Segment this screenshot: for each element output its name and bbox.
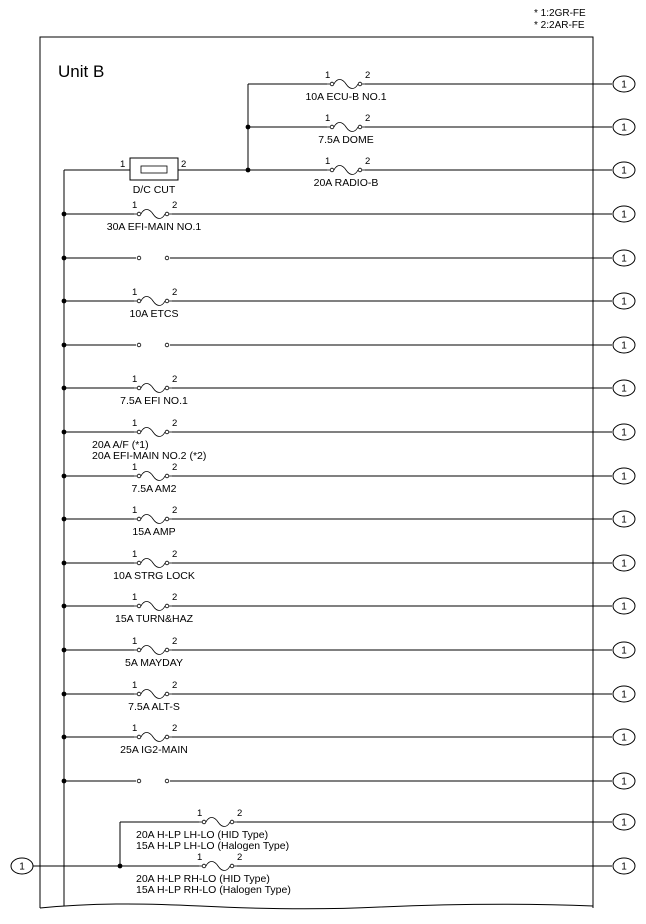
row-fuse-12-pin-2: 2 xyxy=(172,680,178,691)
row-terminal-10-label: 1 xyxy=(621,601,627,613)
row-junction-2 xyxy=(62,256,67,261)
row-junction-1 xyxy=(62,212,67,217)
top-fuse-3-contact-1 xyxy=(330,168,334,172)
unit-box-bottom-edge xyxy=(40,904,593,909)
row-fuse-6-pin-1: 1 xyxy=(132,418,138,429)
row-terminal-6-label: 1 xyxy=(621,427,627,439)
row-junction-8 xyxy=(62,517,67,522)
top-fuse-2-pin-2: 2 xyxy=(365,113,371,124)
row-fuse-8-pin-2: 2 xyxy=(172,505,178,516)
row-fuse-11-label: 5A MAYDAY xyxy=(125,657,183,669)
row-open-contact-a-2 xyxy=(137,256,141,260)
main-fuse-label: D/C CUT xyxy=(132,184,176,196)
row-open-contact-a-4 xyxy=(137,343,141,347)
row-junction-14 xyxy=(62,779,67,784)
row-junction-13 xyxy=(62,735,67,740)
row-fuse-7-label: 7.5A AM2 xyxy=(131,483,177,495)
bottom-terminal-1-label: 1 xyxy=(621,817,627,829)
row-fuse-9-pin-1: 1 xyxy=(132,549,138,560)
main-fuse-element xyxy=(141,166,167,173)
row-terminal-2-label: 1 xyxy=(621,253,627,265)
row-terminal-14-label: 1 xyxy=(621,776,627,788)
bottom-junction xyxy=(118,864,123,869)
bottom-fuse-2-pin-1: 1 xyxy=(197,852,203,863)
row-fuse-10-contact-1 xyxy=(137,604,141,608)
top-fuse-1-label: 10A ECU-B NO.1 xyxy=(305,91,387,103)
bottom-fuse-1-contact-1 xyxy=(202,820,206,824)
row-terminal-13-label: 1 xyxy=(621,732,627,744)
row-fuse-5-contact-2 xyxy=(165,386,169,390)
top-junction-2 xyxy=(246,125,251,130)
top-fuse-1-pin-1: 1 xyxy=(325,70,331,81)
bottom-fuse-1-pin-2: 2 xyxy=(237,808,243,819)
row-open-contact-b-14 xyxy=(165,779,169,783)
row-fuse-11-pin-2: 2 xyxy=(172,636,178,647)
top-fuse-1-contact-2 xyxy=(358,82,362,86)
row-terminal-5-label: 1 xyxy=(621,383,627,395)
row-fuse-8-label: 15A AMP xyxy=(132,526,176,538)
row-fuse-3-pin-1: 1 xyxy=(132,287,138,298)
row-terminal-12-label: 1 xyxy=(621,689,627,701)
top-fuse-3-pin-2: 2 xyxy=(365,156,371,167)
top-junction-3 xyxy=(246,168,251,173)
bottom-fuse-1-pin-1: 1 xyxy=(197,808,203,819)
bottom-fuse-2-contact-2 xyxy=(230,864,234,868)
top-terminal-2-label: 1 xyxy=(621,122,627,134)
row-fuse-6-contact-2 xyxy=(165,430,169,434)
row-junction-10 xyxy=(62,604,67,609)
row-fuse-13-contact-2 xyxy=(165,735,169,739)
row-fuse-5-label: 7.5A EFI NO.1 xyxy=(120,395,188,407)
row-fuse-13-pin-1: 1 xyxy=(132,723,138,734)
row-fuse-7-contact-2 xyxy=(165,474,169,478)
row-terminal-4-label: 1 xyxy=(621,340,627,352)
row-terminal-11-label: 1 xyxy=(621,645,627,657)
row-fuse-3-pin-2: 2 xyxy=(172,287,178,298)
row-fuse-8-pin-1: 1 xyxy=(132,505,138,516)
top-terminal-3-label: 1 xyxy=(621,165,627,177)
wires-layer xyxy=(33,84,612,906)
row-fuse-11-pin-1: 1 xyxy=(132,636,138,647)
row-fuse-6-label-2: 20A EFI-MAIN NO.2 (*2) xyxy=(92,450,207,462)
row-terminal-3-label: 1 xyxy=(621,296,627,308)
row-junction-6 xyxy=(62,430,67,435)
row-junction-11 xyxy=(62,648,67,653)
unit-label: Unit B xyxy=(58,62,105,81)
bottom-fuse-2-pin-2: 2 xyxy=(237,852,243,863)
row-junction-4 xyxy=(62,343,67,348)
components-layer xyxy=(62,70,387,896)
row-fuse-12-pin-1: 1 xyxy=(132,680,138,691)
row-fuse-8-contact-2 xyxy=(165,517,169,521)
row-fuse-3-contact-1 xyxy=(137,299,141,303)
row-open-contact-a-14 xyxy=(137,779,141,783)
terminals-layer xyxy=(11,76,635,874)
row-fuse-9-contact-1 xyxy=(137,561,141,565)
row-fuse-6-label: 20A A/F (*1) xyxy=(92,439,149,451)
row-fuse-10-label: 15A TURN&HAZ xyxy=(115,613,193,625)
row-fuse-13-contact-1 xyxy=(137,735,141,739)
row-terminal-7-label: 1 xyxy=(621,471,627,483)
source-terminal-label: 1 xyxy=(19,861,25,873)
note-2: * 2:2AR-FE xyxy=(534,20,585,31)
top-fuse-2-contact-2 xyxy=(358,125,362,129)
top-fuse-1-contact-1 xyxy=(330,82,334,86)
top-fuse-1-pin-2: 2 xyxy=(365,70,371,81)
row-terminal-8-label: 1 xyxy=(621,514,627,526)
row-fuse-1-contact-1 xyxy=(137,212,141,216)
row-fuse-12-contact-1 xyxy=(137,692,141,696)
note-1: * 1:2GR-FE xyxy=(534,8,586,19)
row-fuse-9-pin-2: 2 xyxy=(172,549,178,560)
bottom-terminal-2-label: 1 xyxy=(621,861,627,873)
row-junction-7 xyxy=(62,474,67,479)
row-fuse-1-pin-1: 1 xyxy=(132,200,138,211)
row-fuse-7-pin-2: 2 xyxy=(172,462,178,473)
bottom-fuse-1-contact-2 xyxy=(230,820,234,824)
row-terminal-1-label: 1 xyxy=(621,209,627,221)
row-fuse-11-contact-2 xyxy=(165,648,169,652)
row-fuse-1-contact-2 xyxy=(165,212,169,216)
bottom-fuse-1-label-2: 15A H-LP LH-LO (Halogen Type) xyxy=(136,840,290,852)
row-fuse-7-contact-1 xyxy=(137,474,141,478)
top-fuse-2-contact-1 xyxy=(330,125,334,129)
row-fuse-13-pin-2: 2 xyxy=(172,723,178,734)
main-fuse-pin-1: 1 xyxy=(120,159,126,170)
row-fuse-11-contact-1 xyxy=(137,648,141,652)
row-fuse-6-contact-1 xyxy=(137,430,141,434)
row-fuse-1-pin-2: 2 xyxy=(172,200,178,211)
row-terminal-9-label: 1 xyxy=(621,558,627,570)
top-fuse-3-label: 20A RADIO-B xyxy=(313,177,379,189)
row-fuse-5-pin-2: 2 xyxy=(172,374,178,385)
row-fuse-3-contact-2 xyxy=(165,299,169,303)
row-junction-9 xyxy=(62,561,67,566)
top-fuse-2-label: 7.5A DOME xyxy=(318,134,374,146)
top-fuse-3-pin-1: 1 xyxy=(325,156,331,167)
row-junction-12 xyxy=(62,692,67,697)
bottom-fuse-1-label: 20A H-LP LH-LO (HID Type) xyxy=(136,829,269,841)
row-fuse-5-pin-1: 1 xyxy=(132,374,138,385)
row-open-contact-b-2 xyxy=(165,256,169,260)
row-fuse-8-contact-1 xyxy=(137,517,141,521)
row-fuse-5-contact-1 xyxy=(137,386,141,390)
row-fuse-3-label: 10A ETCS xyxy=(129,308,179,320)
bottom-fuse-2-contact-1 xyxy=(202,864,206,868)
row-fuse-10-pin-2: 2 xyxy=(172,592,178,603)
row-fuse-9-label: 10A STRG LOCK xyxy=(113,570,195,582)
top-fuse-2-pin-1: 1 xyxy=(325,113,331,124)
row-fuse-12-label: 7.5A ALT-S xyxy=(128,701,180,713)
row-fuse-7-pin-1: 1 xyxy=(132,462,138,473)
row-fuse-1-label: 30A EFI-MAIN NO.1 xyxy=(106,221,202,233)
row-junction-5 xyxy=(62,386,67,391)
top-terminal-1-label: 1 xyxy=(621,79,627,91)
row-fuse-10-contact-2 xyxy=(165,604,169,608)
row-open-contact-b-4 xyxy=(165,343,169,347)
top-fuse-3-contact-2 xyxy=(358,168,362,172)
bottom-fuse-2-label-2: 15A H-LP RH-LO (Halogen Type) xyxy=(136,884,291,896)
row-junction-3 xyxy=(62,299,67,304)
main-fuse-pin-2: 2 xyxy=(181,159,187,170)
row-fuse-9-contact-2 xyxy=(165,561,169,565)
row-fuse-13-label: 25A IG2-MAIN xyxy=(120,744,188,756)
row-fuse-6-pin-2: 2 xyxy=(172,418,178,429)
bottom-fuse-2-label: 20A H-LP RH-LO (HID Type) xyxy=(136,873,270,885)
row-fuse-10-pin-1: 1 xyxy=(132,592,138,603)
row-fuse-12-contact-2 xyxy=(165,692,169,696)
